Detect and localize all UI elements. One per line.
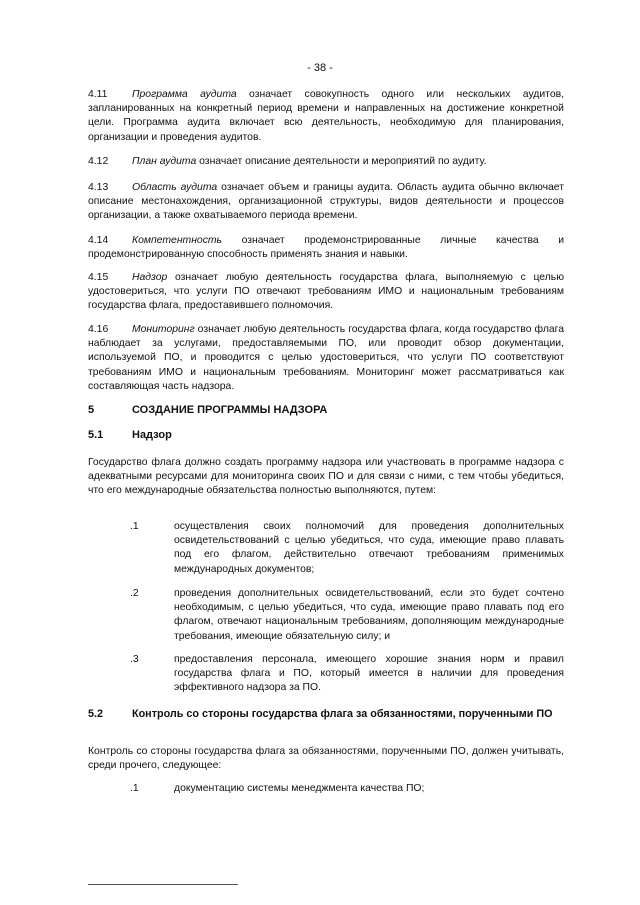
section-5-1-paragraph: Государство флага должно создать программу надзора или участвовать в программе надзора с адекватными ресурсами для мониторинга своих ПО и для связи с ними, с тем чтобы убедиться, что его международные обязательства полностью выполняются, путем: <box>88 457 564 497</box>
definition-text: означает описание деятельности и мероприятий по аудиту. <box>196 156 487 167</box>
definition-text: означает продемонстрированные личные качества и продемонстрированную способность применять знания и навыки. <box>88 235 564 261</box>
definition-text: означает совокупность одного или нескольких аудитов, запланированных на конкретный период времени и направленных на достижение конкретной цели. Программа аудита включает всю деятельность, необходимую для планирования, организации и проведения аудитов. <box>88 89 565 143</box>
definition-4-13 <box>88 181 564 224</box>
list-item-number: .2 <box>130 588 139 599</box>
list-item-text: предоставления персонала, имеющего хорошие знания норм и правил государства флага и ПО, который имеется в наличии для проведения эффективного надзора за ПО. <box>174 654 564 694</box>
list-item <box>130 587 564 644</box>
definition-text: означает любую деятельность государства флага, выполняемую с целью удостовериться, что услуги ПО отвечают требованиям ИМО и национальным требованиям государства флага, предоставившего полномочия. <box>88 272 564 312</box>
definition-term: Область аудита <box>132 182 218 193</box>
list-item-text: документацию системы менеджмента качества ПО; <box>174 783 425 794</box>
section-title: СОЗДАНИЕ ПРОГРАММЫ НАДЗОРА <box>132 404 328 416</box>
list-item <box>130 520 564 577</box>
definition-term: Компетентность <box>132 235 223 246</box>
definition-number: 4.14 <box>88 235 109 246</box>
definition-number: 4.12 <box>88 156 109 167</box>
definition-text: означает любую деятельность государства флага, когда государство флага наблюдает за услугами, предоставляемыми ПО, или проводит обзор документации, используемой ПО, и проводится с целью удостовериться, что услуги ПО соответствуют требованиям ИМО и национальным требованиям. Мониторинг может рассматриваться как составляющая часть надзора. <box>88 324 564 392</box>
section-5-2-paragraph: Контроль со стороны государства флага за обязанностями, порученными ПО, должен учитывать, среди прочего, следующее: <box>88 746 564 772</box>
definition-term: Надзор <box>132 272 168 283</box>
definition-4-12 <box>88 155 564 169</box>
list-item <box>130 782 564 796</box>
definition-text: означает объем и границы аудита. Область аудита обычно включает описание местонахождения, организационной структуры, видов деятельности и процессов организации, а также охватываемого периода времени. <box>88 182 564 222</box>
definition-number: 4.15 <box>88 272 109 283</box>
section-number: 5 <box>88 404 95 416</box>
list-item-number: .1 <box>130 521 139 532</box>
definition-4-16 <box>88 323 564 394</box>
definition-term: План аудита <box>132 156 197 167</box>
page-number: - 38 - <box>307 62 333 74</box>
list-item-number: .1 <box>130 783 139 794</box>
list-item-number: .3 <box>130 654 139 665</box>
footer-rule <box>88 884 238 885</box>
definition-number: 4.13 <box>88 182 109 193</box>
definition-4-15 <box>88 271 564 314</box>
section-5-heading <box>88 404 327 416</box>
section-title: Надзор <box>132 429 172 441</box>
section-5-2-heading <box>88 707 564 721</box>
section-5-1-heading <box>88 429 172 441</box>
section-title: Контроль со стороны государства флага за обязанностями, порученными ПО <box>132 708 553 720</box>
definition-number: 4.11 <box>88 89 108 100</box>
definition-term: Мониторинг <box>132 324 195 335</box>
definition-4-11 <box>88 88 564 145</box>
definition-number: 4.16 <box>88 324 109 335</box>
list-item-text: осуществления своих полномочий для проведения дополнительных освидетельствований с целью убедиться, что суда, имеющие право плавать под его флагом, действительно отвечают требованиям применимых международных документов; <box>174 521 564 575</box>
section-number: 5.2 <box>88 708 104 720</box>
list-item <box>130 653 564 696</box>
definition-term: Программа аудита <box>132 89 237 100</box>
definition-4-14 <box>88 234 564 262</box>
list-item-text: проведения дополнительных освидетельствований, если это будет сочтено необходимым, с целью убедиться, что суда, имеющие право плавать под его флагом, отвечают национальным требованиям, дополняющим международные требования, имеющие обязательную силу; и <box>174 588 564 642</box>
section-number: 5.1 <box>88 429 104 441</box>
